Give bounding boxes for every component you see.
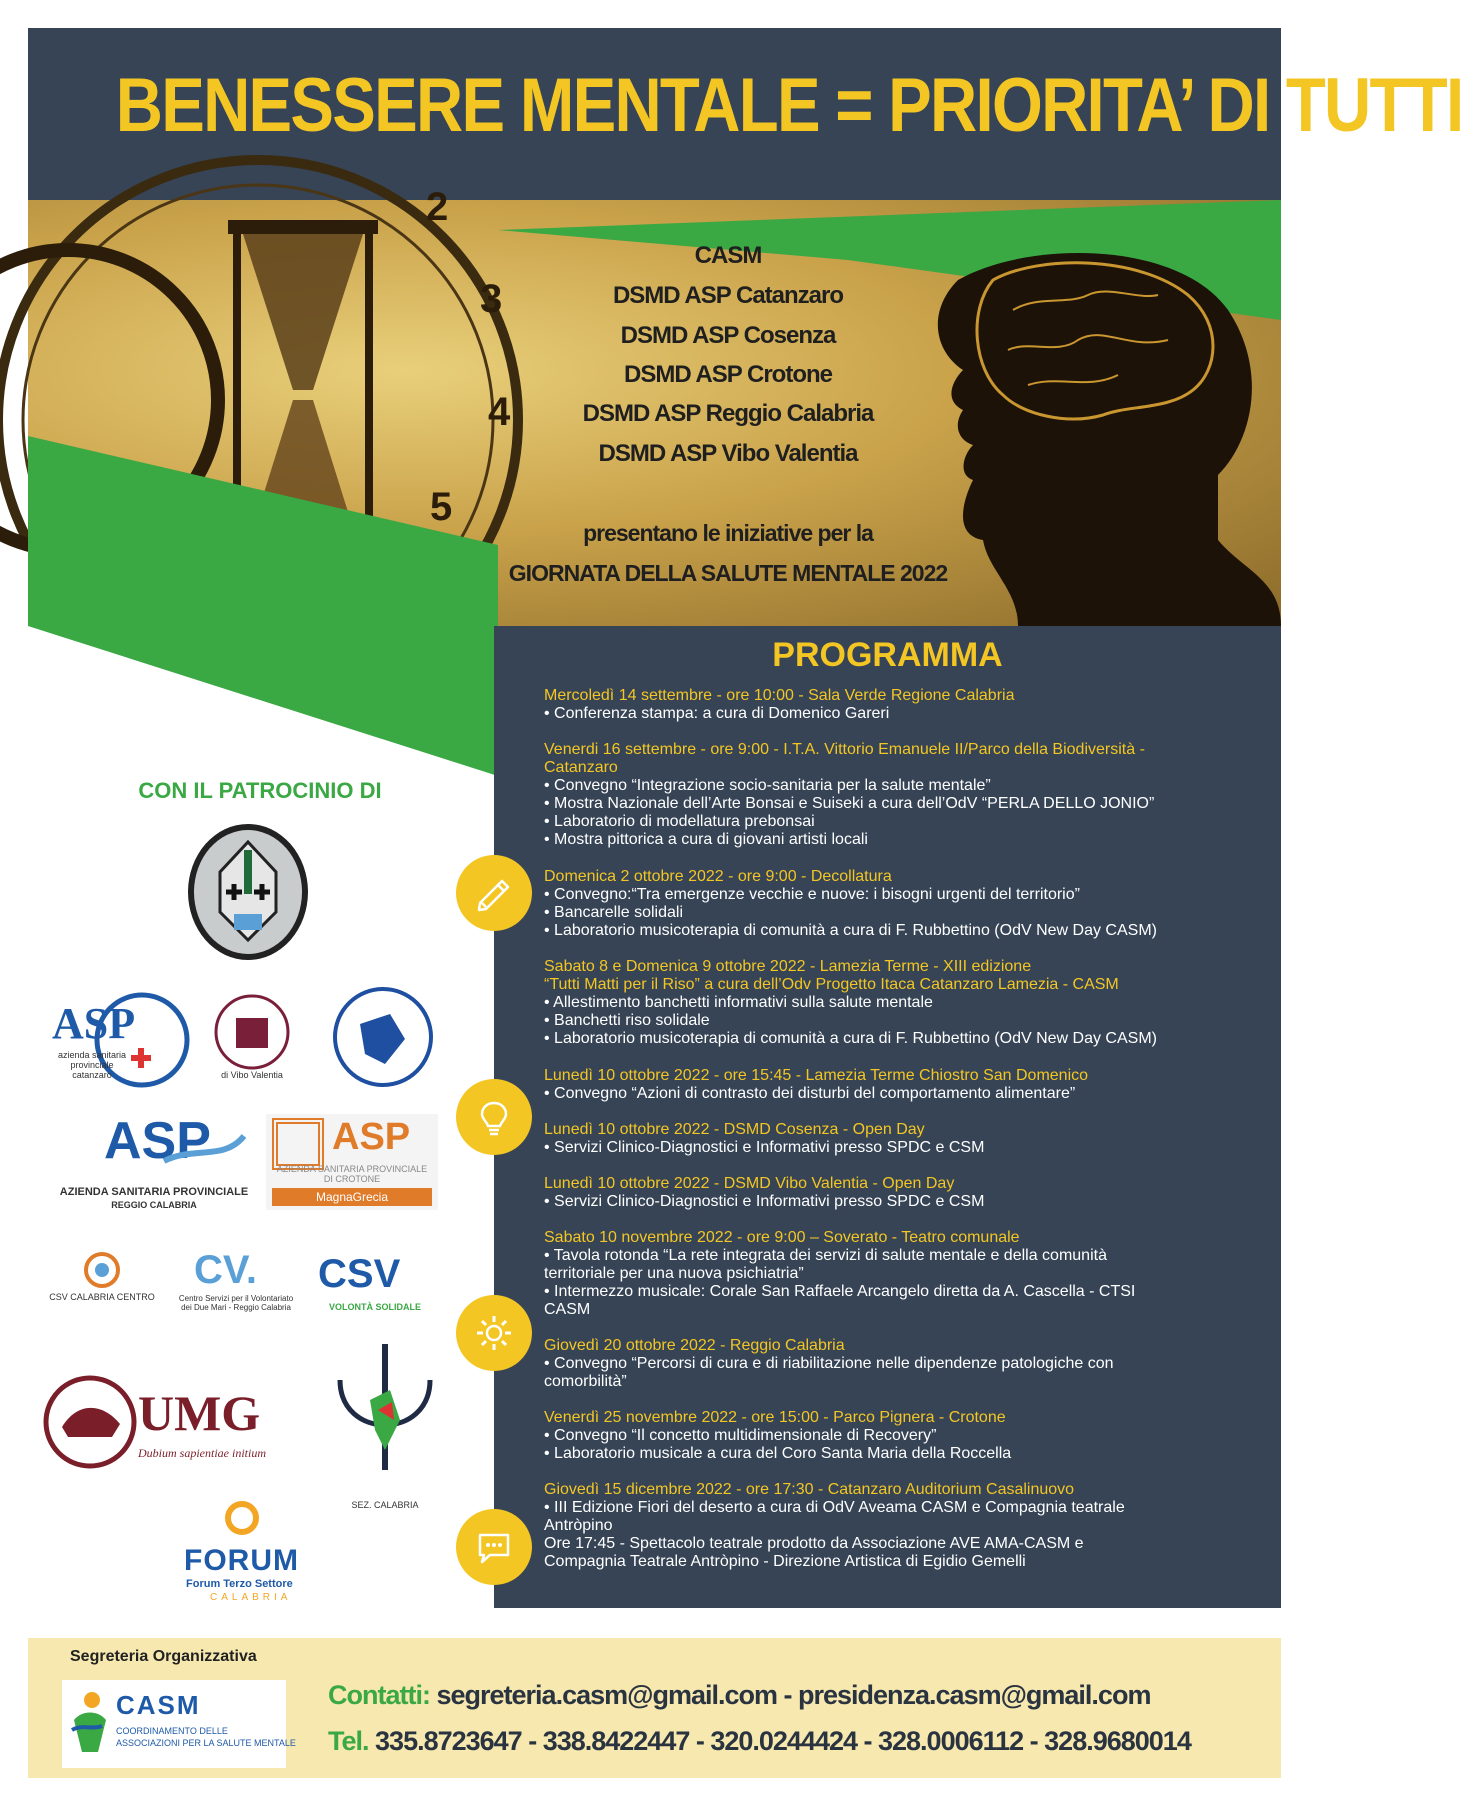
event-heading: Lunedì 10 ottobre 2022 - DSMD Cosenza - Open Day bbox=[544, 1121, 925, 1138]
event-heading: Domenica 2 ottobre 2022 - ore 9:00 - Decollatura bbox=[544, 868, 892, 885]
organizer-name: DSMD ASP Reggio Calabria bbox=[582, 400, 874, 427]
event-item: • Convegno:“Tra emergenze vecchie e nuove: i bisogni urgenti del territorio” bbox=[544, 886, 1080, 903]
green-band-lower bbox=[28, 626, 498, 776]
organizer-name: DSMD ASP Vibo Valentia bbox=[598, 440, 858, 467]
asp-text: ASP bbox=[52, 999, 136, 1048]
event-block bbox=[544, 1121, 1264, 1157]
event-heading: “Tutti Matti per il Riso” a cura dell’Odv Progetto Itaca Catanzaro Lamezia - CASM bbox=[544, 976, 1119, 993]
event-block bbox=[544, 868, 1264, 940]
casm-logo-sub1: COORDINAMENTO DELLE bbox=[116, 1726, 228, 1736]
event-heading: Lunedì 10 ottobre 2022 - DSMD Vibo Valentia - Open Day bbox=[544, 1175, 955, 1192]
event-item: • Convegno “Integrazione socio-sanitaria per la salute mentale” bbox=[544, 777, 991, 794]
event-block bbox=[544, 741, 1264, 849]
event-block bbox=[544, 1229, 1264, 1319]
event-item: • Mostra Nazionale dell’Arte Bonsai e Suiseki a cura dell’OdV “PERLA DELLO JONIO” bbox=[544, 795, 1155, 812]
event-heading: Mercoledì 14 settembre - ore 10:00 - Sala Verde Regione Calabria bbox=[544, 687, 1015, 704]
event-heading: Sabato 8 e Domenica 9 ottobre 2022 - Lamezia Terme - XIII edizione bbox=[544, 958, 1032, 975]
csv-due-mari-logo bbox=[176, 1248, 296, 1318]
event-item: • Laboratorio musicoterapia di comunità a cura di F. Rubbettino (OdV New Day CASM) bbox=[544, 922, 1157, 939]
event-block bbox=[544, 1175, 1264, 1211]
event-item: • Tavola rotonda “La rete integrata dei servizi di salute mentale e della comunità bbox=[544, 1247, 1107, 1264]
event-item: CASM bbox=[544, 1301, 591, 1318]
event-item: • Conferenza stampa: a cura di Domenico Gareri bbox=[544, 705, 890, 722]
phone-label: Tel. bbox=[328, 1726, 369, 1756]
event-item: Antròpino bbox=[544, 1517, 613, 1534]
asp-crotone-sub: AZIENDA SANITARIA PROVINCIALE DI CROTONE bbox=[276, 1164, 428, 1184]
greek-key-icon bbox=[272, 1118, 324, 1170]
event-block bbox=[544, 1409, 1264, 1463]
asp-reggio-sub: AZIENDA SANITARIA PROVINCIALE bbox=[59, 1186, 249, 1198]
csv-cosenza-logo bbox=[312, 1252, 438, 1318]
event-heading: Lunedì 10 ottobre 2022 - ore 15:45 - Lamezia Terme Chiostro San Domenico bbox=[544, 1067, 1089, 1084]
event-item: • Convegno “Azioni di contrasto dei disturbi del comportamento alimentare” bbox=[544, 1085, 1076, 1102]
programme-title: PROGRAMMA bbox=[772, 636, 1003, 674]
clock-number: 4 bbox=[488, 390, 511, 434]
event-heading: Giovedì 15 dicembre 2022 - ore 17:30 - Catanzaro Auditorium Casalinuovo bbox=[544, 1481, 1075, 1498]
event-item: • Servizi Clinico-Diagnostici e Informativi presso SPDC e CSM bbox=[544, 1139, 985, 1156]
asp-reggio-logo bbox=[44, 1106, 264, 1216]
event-heading: Giovedì 20 ottobre 2022 - Reggio Calabria bbox=[544, 1337, 845, 1354]
event-block bbox=[544, 687, 1264, 723]
present-line: presentano le iniziative per la bbox=[583, 520, 873, 546]
regione-calabria-crest bbox=[186, 822, 310, 962]
event-item: • Banchetti riso solidale bbox=[544, 1012, 710, 1029]
umg-logo bbox=[42, 1372, 282, 1472]
event-block bbox=[544, 1481, 1264, 1571]
green-band-bottom bbox=[28, 436, 498, 626]
asp-text: ASP bbox=[104, 1112, 211, 1170]
event-item: • Intermezzo musicale: Corale San Raffaele Arcangelo diretta da A. Cascella - CTSI bbox=[544, 1283, 1136, 1300]
page-title: BENESSERE MENTALE = PRIORITA’ DI TUTTI bbox=[115, 63, 1462, 148]
asp-vibo-logo bbox=[202, 990, 302, 1080]
event-item: comorbilità” bbox=[544, 1373, 627, 1390]
patronage-title: CON IL PATROCINIO DI bbox=[138, 778, 382, 803]
asp-text: ASP bbox=[332, 1116, 411, 1158]
contacts-line bbox=[328, 1680, 1150, 1711]
asp-catanzaro-sub: azienda sanitaria provinciale catanzaro bbox=[57, 1050, 127, 1080]
event-block bbox=[544, 1067, 1264, 1103]
event-line: GIORNATA DELLA SALUTE MENTALE 2022 bbox=[508, 560, 948, 586]
pencil-icon bbox=[456, 855, 532, 931]
event-item: • Convegno “Percorsi di cura e di riabilitazione nelle dipendenze patologiche con bbox=[544, 1355, 1114, 1372]
hero-image bbox=[28, 185, 1281, 626]
clock-number: 3 bbox=[480, 277, 503, 321]
event-item: • Mostra pittorica a cura di giovani artisti locali bbox=[544, 831, 868, 848]
asp-catanzaro-logo bbox=[42, 990, 182, 1090]
umg-motto: Dubium sapientiae initium bbox=[138, 1446, 266, 1460]
organizer-name: DSMD ASP Cosenza bbox=[620, 322, 836, 349]
lightbulb-icon bbox=[456, 1079, 532, 1155]
casm-logo-text: CASM bbox=[116, 1690, 201, 1720]
asp-vibo-sub: di Vibo Valentia bbox=[221, 1070, 283, 1080]
event-item: • Bancarelle solidali bbox=[544, 904, 684, 921]
csv-due-mari-sub: Centro Servizi per il Volontariato dei Due Mari - Reggio Calabria bbox=[178, 1294, 294, 1312]
event-item: • III Edizione Fiori del deserto a cura di OdV Aveama CASM e Compagnia teatrale bbox=[544, 1499, 1125, 1516]
event-item: • Laboratorio musicoterapia di comunità a cura di F. Rubbettino (OdV New Day CASM) bbox=[544, 1030, 1157, 1047]
clock-number: 5 bbox=[430, 485, 453, 529]
event-item: • Convegno “Il concetto multidimensionale di Recovery” bbox=[544, 1427, 937, 1444]
umg-text: UMG bbox=[138, 1385, 261, 1441]
sip-logo bbox=[320, 1340, 450, 1516]
forum-sub2: CALABRIA bbox=[210, 1592, 292, 1603]
sip-sub2: SEZ. CALABRIA bbox=[351, 1500, 419, 1510]
csv-calabria-centro-logo bbox=[42, 1250, 162, 1310]
event-heading: Venerdì 25 novembre 2022 - ore 15:00 - Parco Pignera - Crotone bbox=[544, 1409, 1006, 1426]
csv-text: CSV bbox=[318, 1252, 401, 1296]
chat-bubble-icon bbox=[456, 1509, 532, 1585]
casm-logo bbox=[62, 1680, 296, 1768]
event-item: Ore 17:45 - Spettacolo teatrale prodotto da Associazione AVE AMA-CASM e bbox=[544, 1535, 1084, 1552]
gear-icon bbox=[456, 1295, 532, 1371]
csv-calabria-centro-sub: CSV CALABRIA CENTRO bbox=[49, 1292, 155, 1302]
phone-numbers[interactable]: 335.8723647 - 338.8422447 - 320.0244424 - 328.0006112 - 328.9680014 bbox=[375, 1726, 1191, 1756]
forum-sub: Forum Terzo Settore bbox=[186, 1578, 293, 1590]
event-item: • Servizi Clinico-Diagnostici e Informativi presso SPDC e CSM bbox=[544, 1193, 985, 1210]
event-item: territoriale per una nuova psichiatria” bbox=[544, 1265, 804, 1282]
secretariat-label: Segreteria Organizzativa bbox=[70, 1648, 257, 1665]
casm-figure-icon bbox=[68, 1690, 112, 1754]
asp-crotone-sub2: MagnaGrecia bbox=[272, 1188, 432, 1206]
asp-crotone-logo bbox=[266, 1114, 438, 1210]
asp-cosenza-logo bbox=[330, 984, 436, 1090]
organizer-name: CASM bbox=[694, 242, 762, 269]
forum-text: FORUM bbox=[184, 1544, 299, 1577]
event-item: • Laboratorio musicale a cura del Coro Santa Maria della Roccella bbox=[544, 1445, 1012, 1462]
event-heading: Sabato 10 novembre 2022 - ore 9:00 – Soverato - Teatro comunale bbox=[544, 1229, 1020, 1246]
contacts-label: Contatti: bbox=[328, 1680, 430, 1710]
forum-logo bbox=[180, 1496, 320, 1606]
clock-number: 2 bbox=[426, 185, 449, 229]
event-block bbox=[544, 958, 1264, 1048]
phones-line bbox=[328, 1726, 1191, 1757]
event-item: Compagnia Teatrale Antròpino - Direzione Artistica di Egidio Gemelli bbox=[544, 1553, 1026, 1570]
event-heading: Venerdi 16 settembre - ore 9:00 - I.T.A. Vittorio Emanuele II/Parco della Biodiversità - bbox=[544, 741, 1145, 758]
contacts-emails[interactable]: segreteria.casm@gmail.com - presidenza.casm@gmail.com bbox=[436, 1680, 1151, 1710]
organizer-name: DSMD ASP Catanzaro bbox=[612, 282, 844, 309]
event-item: • Laboratorio di modellatura prebonsai bbox=[544, 813, 815, 830]
csv-cosenza-sub: VOLONTÀ SOLIDALE bbox=[329, 1302, 421, 1312]
asp-reggio-sub2: REGGIO CALABRIA bbox=[111, 1200, 197, 1210]
organizer-name: DSMD ASP Crotone bbox=[623, 361, 832, 388]
event-block bbox=[544, 1337, 1264, 1391]
casm-logo-sub2: ASSOCIAZIONI PER LA SALUTE MENTALE bbox=[116, 1738, 296, 1748]
event-heading: Catanzaro bbox=[544, 759, 618, 776]
cv-text: CV. bbox=[194, 1248, 258, 1292]
event-item: • Allestimento banchetti informativi sulla salute mentale bbox=[544, 994, 933, 1011]
